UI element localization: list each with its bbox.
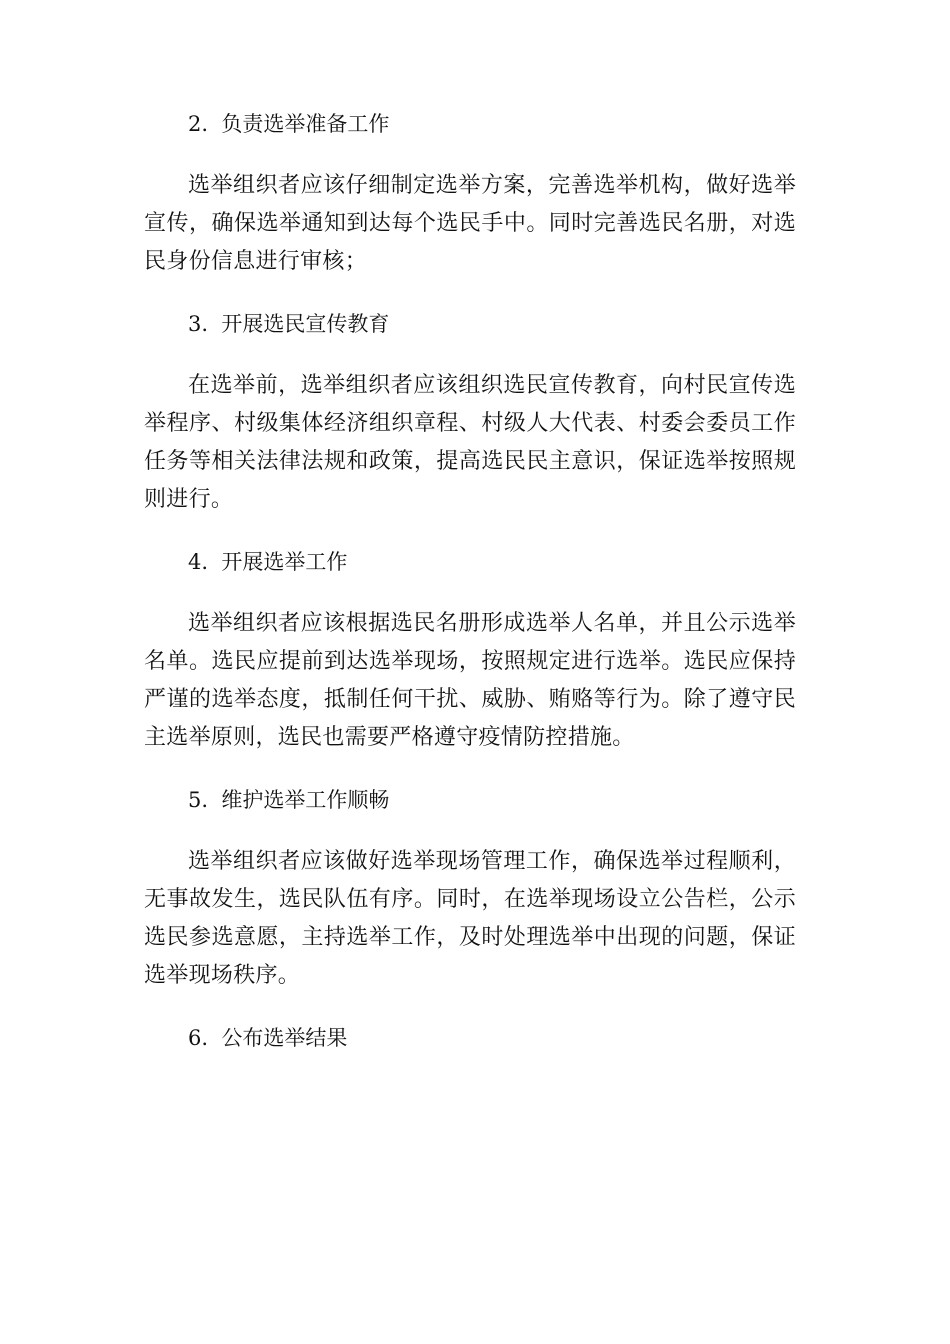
document-body [144,105,796,1081]
section-paragraph-3: 在选举前，选举组织者应该组织选民宣传教育，向村民宣传选举程序、村级集体经济组织章程、村级人大代表、村委会委员工作任务等相关法律法规和政策，提高选民民主意识，保证选举按照规则进行。 [144,373,796,512]
section-heading-2: 2. 负责选举准备工作 [188,112,390,136]
section-heading-6: 6. 公布选举结果 [188,1026,348,1050]
section-heading-4: 4. 开展选举工作 [188,550,348,574]
section-paragraph-4: 选举组织者应该根据选民名册形成选举人名单，并且公示选举名单。选民应提前到达选举现场，按照规定进行选举。选民应保持严谨的选举态度，抵制任何干扰、威胁、贿赂等行为。除了遵守民主选举原则，选民也需要严格遵守疫情防控措施。 [144,611,796,750]
section-paragraph-2: 选举组织者应该仔细制定选举方案，完善选举机构，做好选举宣传，确保选举通知到达每个选民手中。同时完善选民名册，对选民身份信息进行审核； [144,173,796,274]
section-heading-3: 3. 开展选民宣传教育 [188,312,390,336]
section-heading-5: 5. 维护选举工作顺畅 [188,788,390,812]
section-paragraph-5: 选举组织者应该做好选举现场管理工作，确保选举过程顺利，无事故发生，选民队伍有序。同时，在选举现场设立公告栏，公示选民参选意愿，主持选举工作，及时处理选举中出现的问题，保证选举现场秩序。 [144,849,796,988]
